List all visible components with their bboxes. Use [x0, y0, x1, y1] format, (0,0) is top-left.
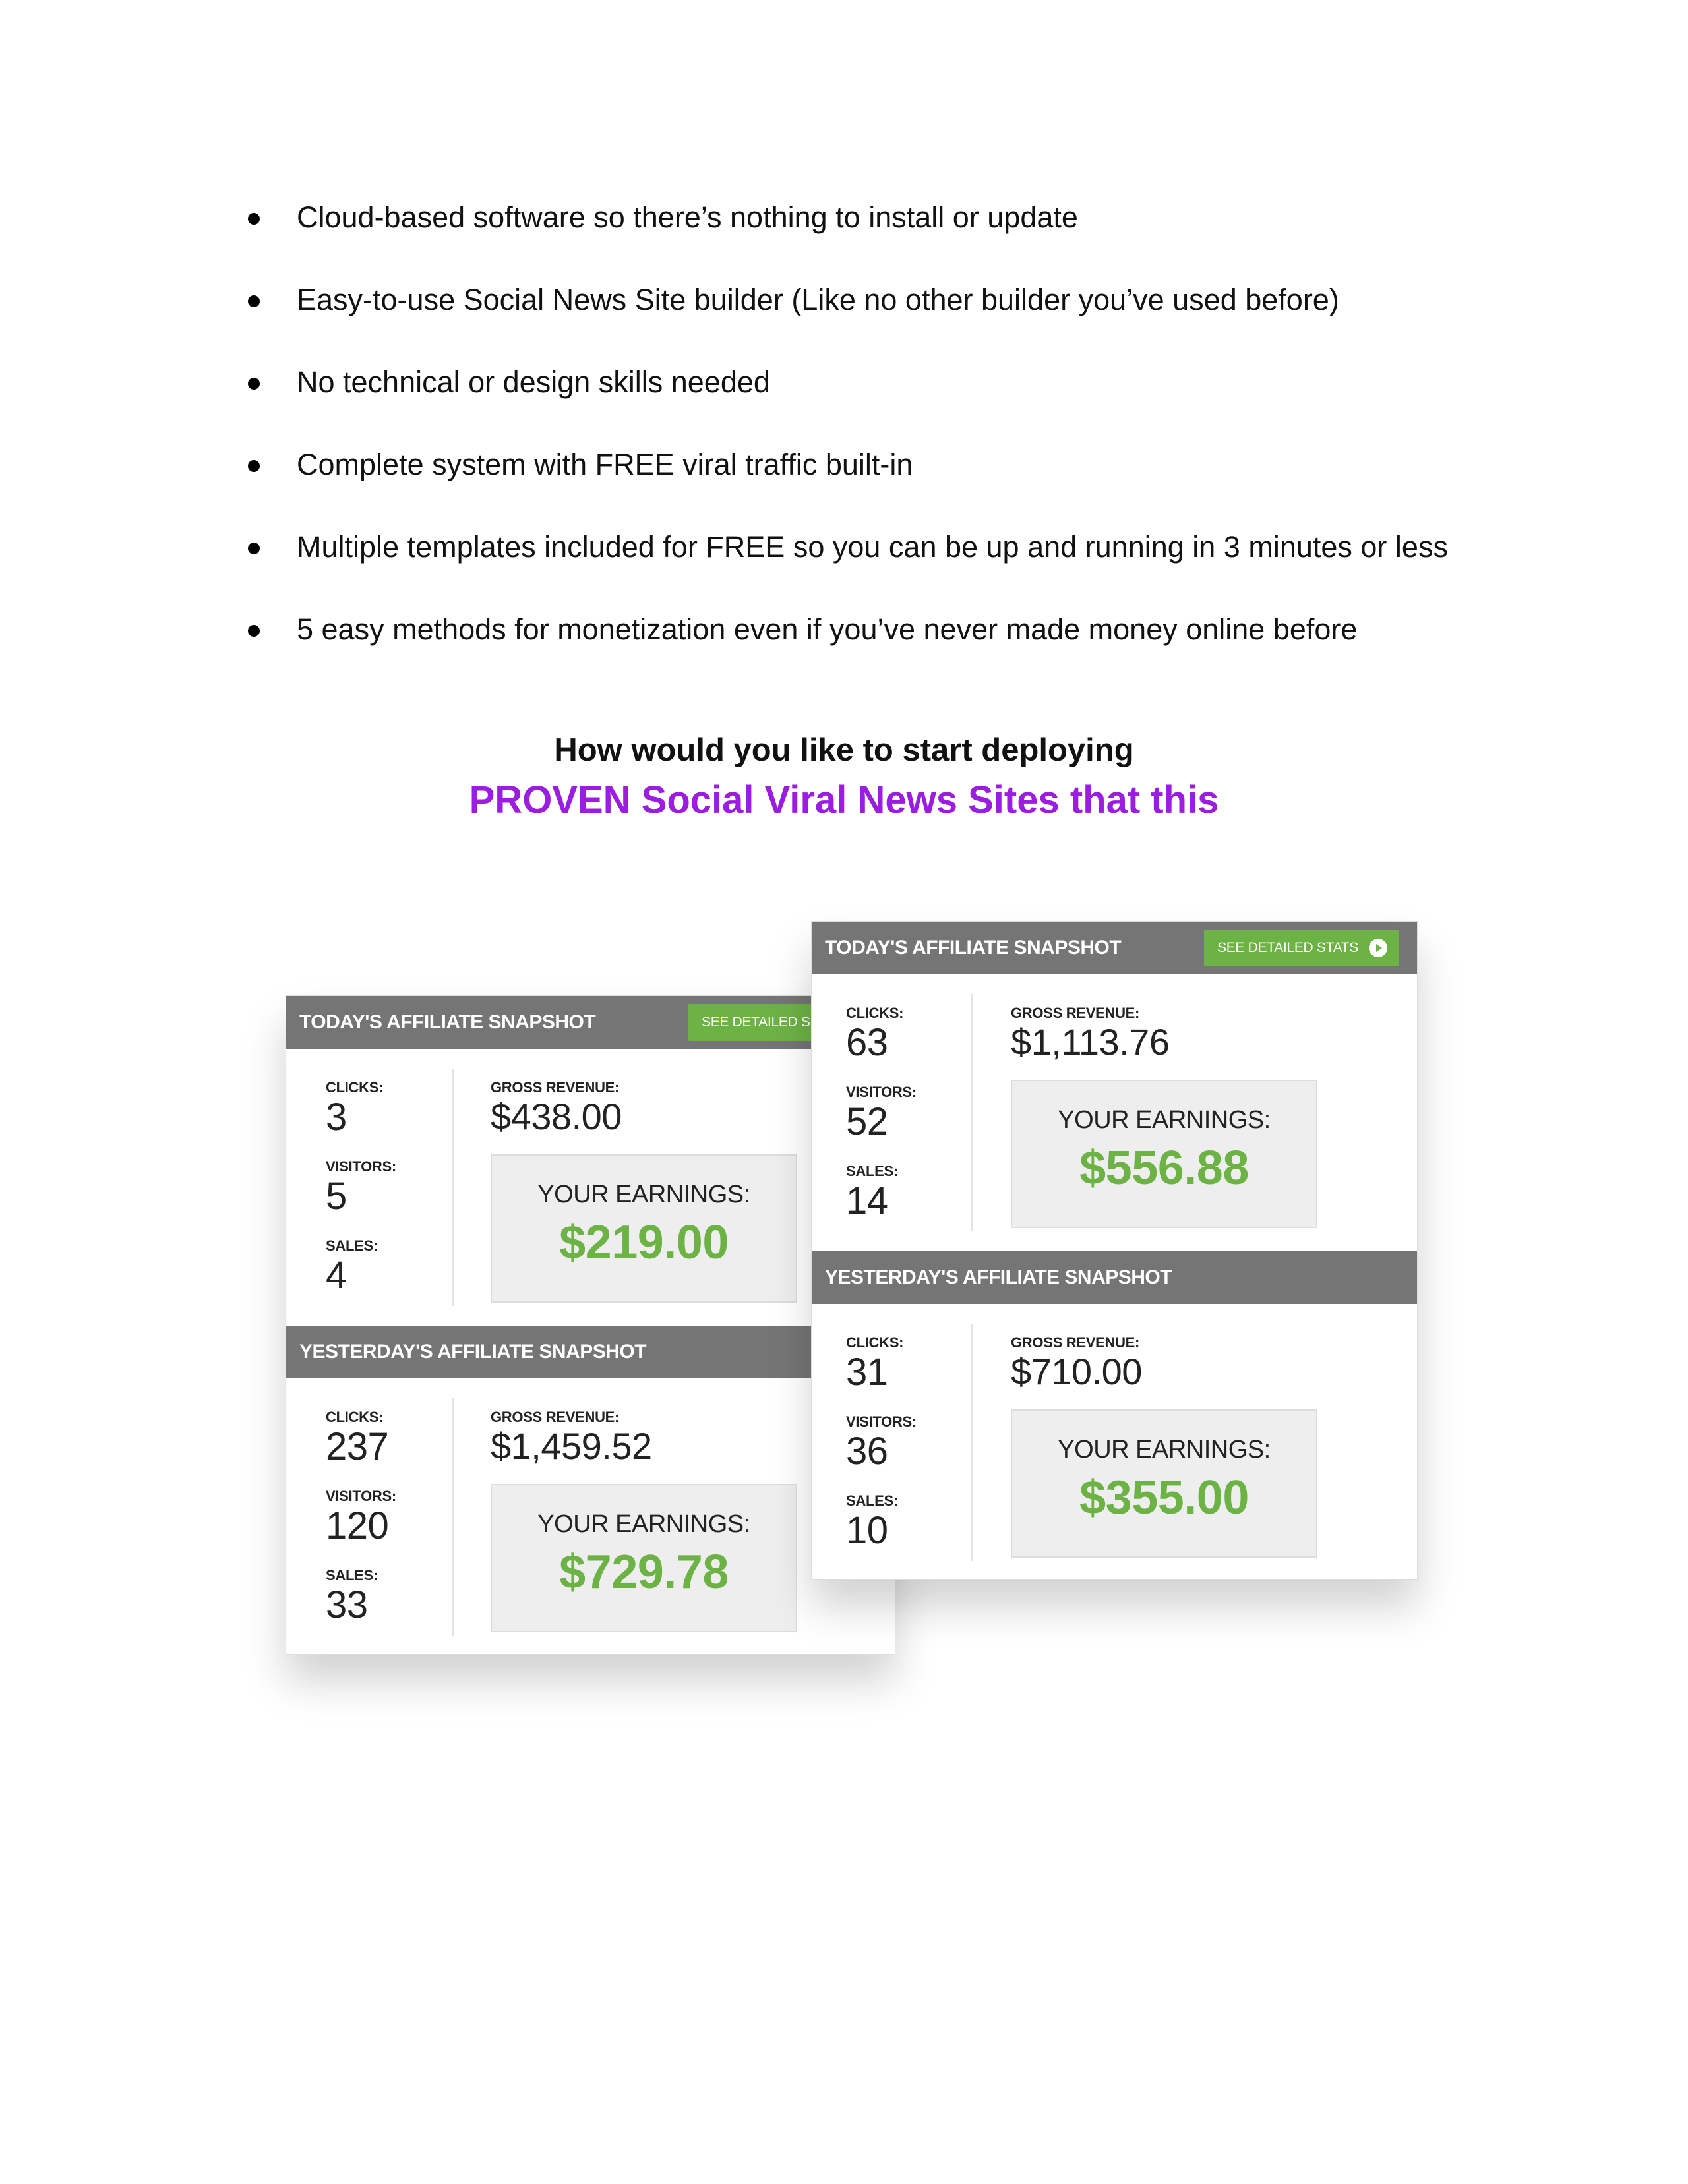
earnings-box: [491, 1484, 797, 1632]
gross-revenue-value: $1,459.52: [491, 1425, 652, 1467]
gross-revenue-label: GROSS REVENUE:: [1011, 1334, 1140, 1351]
clicks-value: 63: [846, 1021, 888, 1064]
headline-line-1: How would you like to start deploying: [554, 732, 1134, 768]
list-item-text: 5 easy methods for monetization even if you’ve never made money online before: [297, 612, 1358, 646]
yesterday-snapshot-section: [286, 1378, 895, 1655]
list-item: [244, 521, 1497, 603]
bullet-icon: [248, 295, 260, 307]
clicks-value: 3: [326, 1096, 347, 1138]
sales-value: 14: [846, 1179, 888, 1222]
yesterday-snapshot-section: [812, 1304, 1417, 1580]
list-item: [244, 274, 1497, 356]
sales-label: SALES:: [846, 1163, 898, 1179]
earnings-label: YOUR EARNINGS:: [537, 1510, 750, 1538]
gross-revenue-value: $1,113.76: [1011, 1021, 1170, 1063]
earnings-value: $729.78: [559, 1546, 729, 1599]
sales-label: SALES:: [846, 1492, 898, 1509]
earnings-box: [491, 1154, 797, 1303]
today-snapshot-title: TODAY'S AFFILIATE SNAPSHOT: [299, 1011, 596, 1033]
column-divider: [971, 994, 973, 1231]
column-divider: [452, 1069, 454, 1306]
visitors-value: 36: [846, 1430, 888, 1473]
list-item: [244, 356, 1497, 438]
clicks-label: CLICKS:: [846, 1005, 904, 1021]
play-arrow-icon: [1369, 939, 1387, 957]
visitors-value: 120: [326, 1504, 389, 1547]
feature-list: [244, 191, 1497, 686]
earnings-label: YOUR EARNINGS:: [537, 1181, 750, 1208]
list-item-text: Cloud-based software so there’s nothing to install or update: [297, 200, 1078, 234]
earnings-box: [1011, 1080, 1317, 1228]
visitors-label: VISITORS:: [846, 1084, 917, 1100]
today-snapshot-header: [812, 922, 1417, 974]
bullet-icon: [248, 543, 260, 554]
sales-label: SALES:: [326, 1237, 378, 1254]
gross-revenue-value: $710.00: [1011, 1351, 1142, 1392]
earnings-value: $355.00: [1079, 1471, 1249, 1524]
clicks-label: CLICKS:: [326, 1079, 384, 1096]
affiliate-panel-front: [811, 921, 1418, 1580]
today-snapshot-section: [812, 974, 1417, 1251]
list-item-text: Multiple templates included for FREE so you can be up and running in 3 minutes or less: [297, 530, 1448, 564]
earnings-label: YOUR EARNINGS:: [1058, 1436, 1271, 1463]
yesterday-snapshot-header: [812, 1251, 1417, 1304]
today-snapshot-header: [286, 996, 895, 1049]
today-snapshot-section: [286, 1049, 895, 1326]
affiliate-panel-back: [286, 995, 895, 1655]
gross-revenue-value: $438.00: [491, 1096, 622, 1137]
today-snapshot-title: TODAY'S AFFILIATE SNAPSHOT: [825, 937, 1122, 959]
earnings-value: $219.00: [559, 1216, 729, 1269]
list-item: [244, 438, 1497, 521]
bullet-icon: [248, 460, 260, 472]
visitors-label: VISITORS:: [326, 1158, 396, 1175]
sales-value: 33: [326, 1583, 368, 1626]
earnings-label: YOUR EARNINGS:: [1058, 1106, 1271, 1134]
yesterday-snapshot-title: YESTERDAY'S AFFILIATE SNAPSHOT: [825, 1266, 1172, 1288]
see-detailed-stats-label: SEE DETAILED STATS: [1217, 940, 1358, 955]
gross-revenue-label: GROSS REVENUE:: [1011, 1005, 1140, 1021]
list-item-text: Easy-to-use Social News Site builder (Like no other builder you’ve used before): [297, 283, 1339, 316]
gross-revenue-label: GROSS REVENUE:: [491, 1079, 620, 1096]
see-detailed-stats-button[interactable]: [688, 1004, 824, 1041]
list-item-text: No technical or design skills needed: [297, 365, 770, 399]
visitors-label: VISITORS:: [326, 1488, 396, 1504]
clicks-value: 237: [326, 1425, 389, 1468]
visitors-value: 52: [846, 1100, 888, 1143]
list-item: [244, 603, 1497, 686]
see-detailed-stats-label: SEE DETAILED S: [702, 1015, 810, 1030]
column-divider: [452, 1398, 454, 1636]
gross-revenue-label: GROSS REVENUE:: [491, 1409, 620, 1425]
visitors-label: VISITORS:: [846, 1413, 917, 1430]
bullet-icon: [248, 213, 260, 225]
sales-value: 4: [326, 1254, 347, 1297]
sales-value: 10: [846, 1509, 888, 1552]
earnings-box: [1011, 1409, 1317, 1558]
bullet-icon: [248, 378, 260, 390]
bullet-icon: [248, 625, 260, 637]
see-detailed-stats-button[interactable]: [1204, 930, 1399, 966]
earnings-value: $556.88: [1079, 1142, 1249, 1195]
yesterday-snapshot-header: [286, 1326, 895, 1378]
clicks-label: CLICKS:: [326, 1409, 384, 1425]
list-item: [244, 191, 1497, 274]
clicks-label: CLICKS:: [846, 1334, 904, 1351]
column-divider: [971, 1324, 973, 1561]
list-item-text: Complete system with FREE viral traffic built-in: [297, 448, 913, 481]
yesterday-snapshot-title: YESTERDAY'S AFFILIATE SNAPSHOT: [299, 1341, 647, 1363]
clicks-value: 31: [846, 1351, 888, 1394]
headline-line-2: PROVEN Social Viral News Sites that this: [469, 779, 1219, 821]
sales-label: SALES:: [326, 1567, 378, 1583]
visitors-value: 5: [326, 1175, 347, 1218]
